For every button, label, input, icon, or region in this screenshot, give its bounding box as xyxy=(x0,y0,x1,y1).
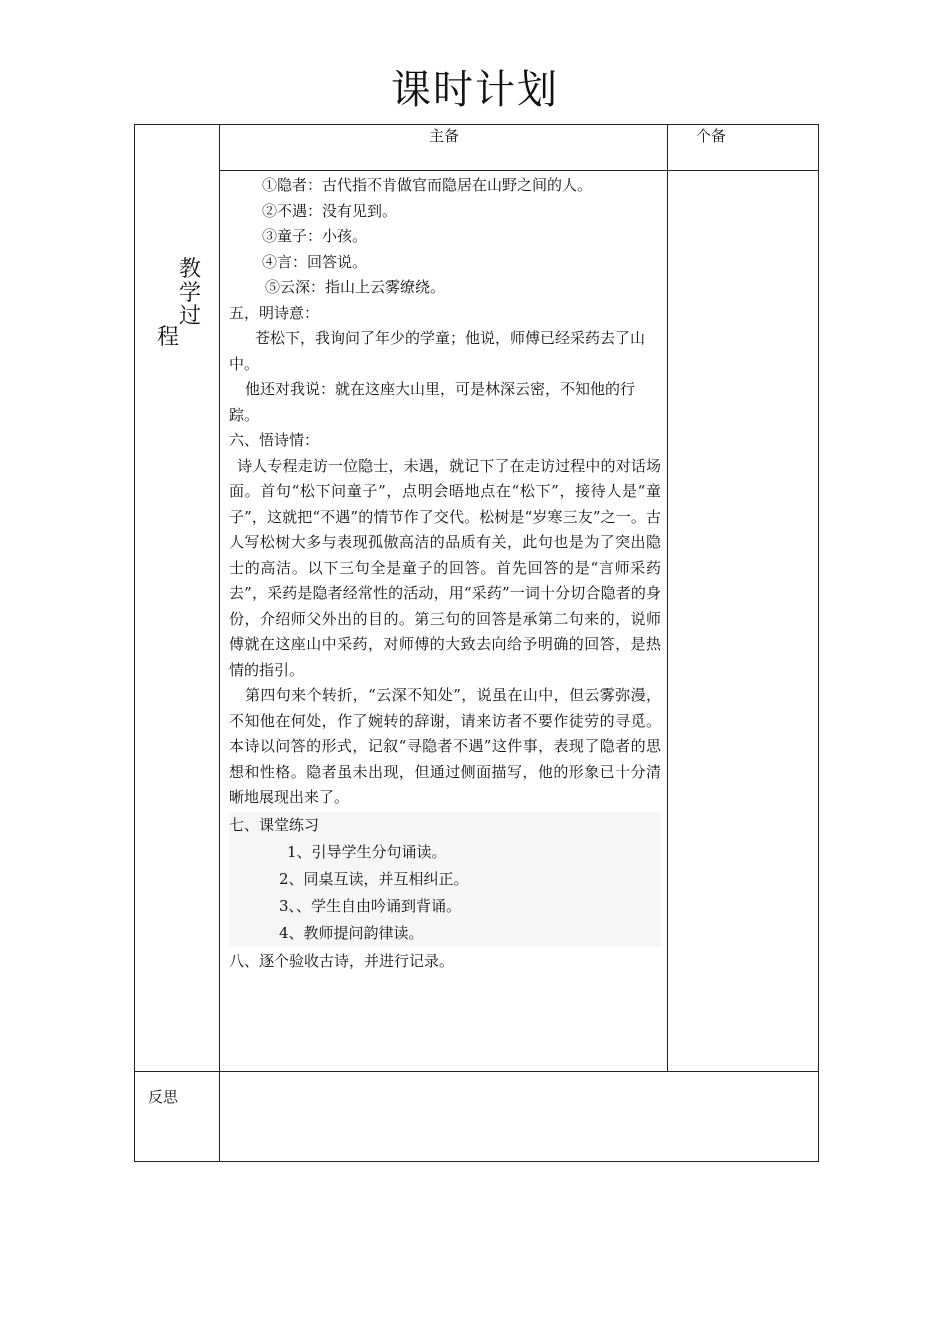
table-border-left xyxy=(134,124,135,1162)
section-heading-check: 八、逐个验收古诗，并进行记录。 xyxy=(229,951,455,970)
section-heading-meaning: 五，明诗意： xyxy=(229,303,320,322)
label-column-divider xyxy=(219,124,220,1162)
classroom-practice xyxy=(229,812,661,947)
reflection-label: 反思 xyxy=(148,1088,179,1106)
side-label-char: 过 xyxy=(179,304,202,329)
note-item: ①隐者：古代指不肯做官而隐居在山野之间的人。 xyxy=(262,176,593,194)
section-heading-practice: 七、课堂练习 xyxy=(229,815,320,834)
note-item: ②不遇：没有见到。 xyxy=(262,201,398,220)
main-prep-header: 主备 xyxy=(428,127,459,145)
main-content xyxy=(229,173,661,975)
side-label-char: 学 xyxy=(179,281,202,306)
practice-item: 4、教师提问韵律读。 xyxy=(279,923,424,942)
table-border-right xyxy=(818,124,819,1162)
reflection-row-divider xyxy=(134,1071,819,1072)
vocabulary-notes xyxy=(229,173,661,301)
practice-item: 2、同桌互读，并互相纠正。 xyxy=(279,869,469,888)
practice-item: 1、引导学生分句诵读。 xyxy=(287,842,447,861)
section-heading-feeling: 六、悟诗情： xyxy=(229,431,320,449)
table-border-top xyxy=(134,124,819,125)
meaning-paragraph: 他还对我说：就在这座大山里，可是林深云密，不知他的行踪。 xyxy=(229,380,636,424)
note-item: ⑤云深：指山上云雾缭绕。 xyxy=(265,278,446,296)
note-item: ④言：回答说。 xyxy=(262,252,368,271)
table-border-bottom xyxy=(134,1161,819,1162)
feeling-paragraph: 诗人专程走访一位隐士，未遇，就记下了在走访过程中的对话场面。首句“松下问童子”，点明会晤地点在“松下”，接待人是“童子”，这就把“不遇”的情节作了交代。松树是“岁寒三友”之一。古人写松树大多与表现孤傲高洁的品质有关，此句也是为了突出隐士的高洁。以下三句全是童子的回答。首先回答的是“言师采药去”，采药是隐者经常性的活动，用“采药”一词十分切合隐者的身份，介绍师父外出的目的。第三句的回答是承第二句来的，说师傅就在这座山中采药，对师傅的大致去向给予明确的回答，是热情的指引。 xyxy=(229,456,661,679)
personal-column-divider xyxy=(667,124,668,1072)
feeling-paragraph: 第四句来个转折，“云深不知处”，说虽在山中，但云雾弥漫，不知他在何处，作了婉转的辞谢，请来访者不要作徒劳的寻觅。本诗以问答的形式，记叙“寻隐者不遇”这件事，表现了隐者的思想和性格。隐者虽未出现，但通过侧面描写，他的形象已十分清晰地展现出来了。 xyxy=(229,686,661,806)
side-label-char: 教 xyxy=(179,257,202,282)
practice-item: 3、、学生自由吟诵到背诵。 xyxy=(279,896,462,915)
personal-prep-header: 个备 xyxy=(696,127,727,145)
side-label-char: 程 xyxy=(157,325,180,350)
header-row-divider xyxy=(220,170,819,171)
meaning-paragraph: 苍松下，我询问了年少的学童；他说，师傅已经采药去了山中。 xyxy=(229,329,646,373)
note-item: ③童子：小孩。 xyxy=(262,227,368,245)
page-title: 课时计划 xyxy=(391,67,559,113)
